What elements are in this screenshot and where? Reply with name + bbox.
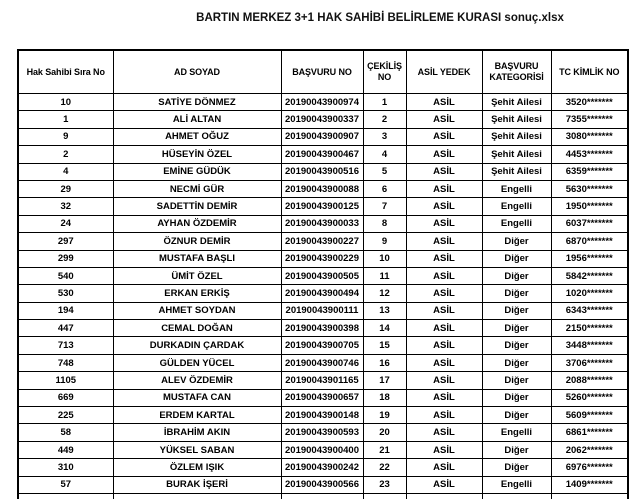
cell-basvuru-no: 20190043900516 xyxy=(281,163,363,180)
column-header-tc-kimlik-no: TC KİMLİK NO xyxy=(551,50,628,94)
cell-basvuru-no: 20190043900125 xyxy=(281,198,363,215)
cell-cekilis-no: 14 xyxy=(363,320,406,337)
cell-tc-kimlik-no: 6870******* xyxy=(551,233,628,250)
cell-tc-kimlik-no: 1950******* xyxy=(551,198,628,215)
cell-basvuru-kategorisi: Engelli xyxy=(482,424,551,441)
table-row xyxy=(18,215,628,232)
cell-asil-yedek: ASİL xyxy=(406,337,482,354)
cell-basvuru-kategorisi: Diğer xyxy=(482,441,551,458)
cell-ad-soyad: SADETTİN DEMİR xyxy=(113,198,281,215)
cell-ad-soyad: NECMİ GÜR xyxy=(113,180,281,197)
cell-basvuru-kategorisi: Diğer xyxy=(482,250,551,267)
cell-tc-kimlik-no: 6861******* xyxy=(551,424,628,441)
cell-asil-yedek: ASİL xyxy=(406,233,482,250)
cell-basvuru-no: 20190043900337 xyxy=(281,111,363,128)
table-row xyxy=(18,94,628,111)
cell-sira-no: 1105 xyxy=(18,372,113,389)
cell-basvuru-kategorisi: Diğer xyxy=(482,302,551,319)
cell-sira-no: 225 xyxy=(18,407,113,424)
cell-tc-kimlik-no: 6343******* xyxy=(551,302,628,319)
cell-empty xyxy=(482,493,551,499)
cell-basvuru-no: 20190043900494 xyxy=(281,285,363,302)
cell-basvuru-no: 20190043900033 xyxy=(281,215,363,232)
cell-ad-soyad: ERDEM KARTAL xyxy=(113,407,281,424)
cell-cekilis-no: 20 xyxy=(363,424,406,441)
cell-basvuru-kategorisi: Diğer xyxy=(482,320,551,337)
cell-basvuru-kategorisi: Engelli xyxy=(482,476,551,493)
table-row xyxy=(18,320,628,337)
cell-ad-soyad: YÜKSEL SABAN xyxy=(113,441,281,458)
cell-asil-yedek: ASİL xyxy=(406,163,482,180)
cell-asil-yedek: ASİL xyxy=(406,111,482,128)
cell-sira-no: 194 xyxy=(18,302,113,319)
cell-tc-kimlik-no: 6976******* xyxy=(551,459,628,476)
cell-empty xyxy=(551,493,628,499)
cell-tc-kimlik-no: 3520******* xyxy=(551,94,628,111)
cell-tc-kimlik-no: 5609******* xyxy=(551,407,628,424)
cell-ad-soyad: EMİNE GÜDÜK xyxy=(113,163,281,180)
cell-ad-soyad: ALEV ÖZDEMİR xyxy=(113,372,281,389)
cell-cekilis-no: 7 xyxy=(363,198,406,215)
cell-cekilis-no: 16 xyxy=(363,354,406,371)
cell-cekilis-no: 17 xyxy=(363,372,406,389)
cell-cekilis-no: 18 xyxy=(363,389,406,406)
cell-ad-soyad: HÜSEYİN ÖZEL xyxy=(113,146,281,163)
cell-empty xyxy=(281,493,363,499)
cell-cekilis-no: 15 xyxy=(363,337,406,354)
cell-sira-no: 310 xyxy=(18,459,113,476)
cell-basvuru-no: 20190043900705 xyxy=(281,337,363,354)
cell-cekilis-no: 9 xyxy=(363,233,406,250)
cell-basvuru-no: 20190043900593 xyxy=(281,424,363,441)
cell-asil-yedek: ASİL xyxy=(406,372,482,389)
header-row xyxy=(18,50,628,94)
cell-asil-yedek: ASİL xyxy=(406,476,482,493)
cell-tc-kimlik-no: 3706******* xyxy=(551,354,628,371)
cell-sira-no: 1 xyxy=(18,111,113,128)
table-row xyxy=(18,389,628,406)
cell-basvuru-kategorisi: Şehit Ailesi xyxy=(482,163,551,180)
cell-asil-yedek: ASİL xyxy=(406,354,482,371)
cell-asil-yedek: ASİL xyxy=(406,128,482,145)
cell-tc-kimlik-no: 1020******* xyxy=(551,285,628,302)
cell-ad-soyad: AHMET OĞUZ xyxy=(113,128,281,145)
cell-ad-soyad: MUSTAFA CAN xyxy=(113,389,281,406)
cell-asil-yedek: ASİL xyxy=(406,180,482,197)
table-row xyxy=(18,372,628,389)
cell-ad-soyad: DURKADIN ÇARDAK xyxy=(113,337,281,354)
cell-tc-kimlik-no: 6359******* xyxy=(551,163,628,180)
cell-basvuru-no: 20190043900467 xyxy=(281,146,363,163)
cell-tc-kimlik-no: 5630******* xyxy=(551,180,628,197)
cell-cekilis-no: 1 xyxy=(363,94,406,111)
cell-basvuru-kategorisi: Diğer xyxy=(482,459,551,476)
cell-tc-kimlik-no: 7355******* xyxy=(551,111,628,128)
cell-asil-yedek: ASİL xyxy=(406,215,482,232)
cell-basvuru-kategorisi: Şehit Ailesi xyxy=(482,128,551,145)
cell-asil-yedek: ASİL xyxy=(406,424,482,441)
cell-basvuru-no: 20190043900907 xyxy=(281,128,363,145)
column-header-cekilis-no: ÇEKİLİŞ NO xyxy=(363,50,406,94)
cell-sira-no: 449 xyxy=(18,441,113,458)
cell-basvuru-no: 20190043900148 xyxy=(281,407,363,424)
cell-sira-no: 58 xyxy=(18,424,113,441)
table-row xyxy=(18,476,628,493)
cell-basvuru-kategorisi: Engelli xyxy=(482,180,551,197)
cell-ad-soyad: BURAK İŞERİ xyxy=(113,476,281,493)
cell-sira-no: 447 xyxy=(18,320,113,337)
table-row xyxy=(18,111,628,128)
table-row xyxy=(18,146,628,163)
partial-next-row xyxy=(18,493,628,499)
cell-asil-yedek: ASİL xyxy=(406,267,482,284)
cell-tc-kimlik-no: 5260******* xyxy=(551,389,628,406)
table-row xyxy=(18,285,628,302)
cell-ad-soyad: ÜMİT ÖZEL xyxy=(113,267,281,284)
cell-sira-no: 29 xyxy=(18,180,113,197)
cell-cekilis-no: 11 xyxy=(363,267,406,284)
cell-basvuru-no: 20190043900229 xyxy=(281,250,363,267)
cell-sira-no: 297 xyxy=(18,233,113,250)
cell-sira-no: 669 xyxy=(18,389,113,406)
cell-asil-yedek: ASİL xyxy=(406,146,482,163)
cell-sira-no: 57 xyxy=(18,476,113,493)
cell-ad-soyad: CEMAL DOĞAN xyxy=(113,320,281,337)
table-row xyxy=(18,459,628,476)
cell-tc-kimlik-no: 5842******* xyxy=(551,267,628,284)
cell-cekilis-no: 5 xyxy=(363,163,406,180)
column-header-basvuru-no: BAŞVURU NO xyxy=(281,50,363,94)
cell-asil-yedek: ASİL xyxy=(406,459,482,476)
cell-sira-no: 4 xyxy=(18,163,113,180)
cell-basvuru-no: 20190043900974 xyxy=(281,94,363,111)
column-header-ad-soyad: AD SOYAD xyxy=(113,50,281,94)
cell-tc-kimlik-no: 2062******* xyxy=(551,441,628,458)
column-header-basvuru-kategorisi: BAŞVURU KATEGORİSİ xyxy=(482,50,551,94)
cell-asil-yedek: ASİL xyxy=(406,198,482,215)
table-body xyxy=(18,94,628,499)
cell-basvuru-no: 20190043900657 xyxy=(281,389,363,406)
cell-tc-kimlik-no: 2150******* xyxy=(551,320,628,337)
table-row xyxy=(18,424,628,441)
cell-sira-no: 540 xyxy=(18,267,113,284)
cell-empty xyxy=(113,493,281,499)
cell-asil-yedek: ASİL xyxy=(406,389,482,406)
cell-sira-no: 713 xyxy=(18,337,113,354)
cell-cekilis-no: 2 xyxy=(363,111,406,128)
cell-asil-yedek: ASİL xyxy=(406,94,482,111)
results-table xyxy=(17,49,629,499)
cell-basvuru-kategorisi: Diğer xyxy=(482,285,551,302)
column-header-asil-yedek: ASİL YEDEK xyxy=(406,50,482,94)
cell-basvuru-no: 20190043900088 xyxy=(281,180,363,197)
cell-ad-soyad: ÖZNUR DEMİR xyxy=(113,233,281,250)
cell-basvuru-no: 20190043900227 xyxy=(281,233,363,250)
cell-basvuru-no: 20190043900242 xyxy=(281,459,363,476)
table-row xyxy=(18,250,628,267)
cell-ad-soyad: ERKAN ERKİŞ xyxy=(113,285,281,302)
table-row xyxy=(18,267,628,284)
cell-basvuru-no: 20190043900398 xyxy=(281,320,363,337)
cell-sira-no: 748 xyxy=(18,354,113,371)
cell-cekilis-no: 23 xyxy=(363,476,406,493)
table-row xyxy=(18,441,628,458)
cell-tc-kimlik-no: 1956******* xyxy=(551,250,628,267)
cell-sira-no: 9 xyxy=(18,128,113,145)
cell-ad-soyad: İBRAHİM AKIN xyxy=(113,424,281,441)
cell-cekilis-no: 13 xyxy=(363,302,406,319)
cell-empty xyxy=(18,493,113,499)
cell-sira-no: 10 xyxy=(18,94,113,111)
cell-basvuru-kategorisi: Şehit Ailesi xyxy=(482,111,551,128)
cell-basvuru-kategorisi: Diğer xyxy=(482,407,551,424)
table-row xyxy=(18,302,628,319)
column-header-sira-no: Hak Sahibi Sıra No xyxy=(18,50,113,94)
cell-sira-no: 2 xyxy=(18,146,113,163)
cell-asil-yedek: ASİL xyxy=(406,441,482,458)
table-row xyxy=(18,163,628,180)
cell-basvuru-kategorisi: Engelli xyxy=(482,215,551,232)
cell-tc-kimlik-no: 3080******* xyxy=(551,128,628,145)
cell-asil-yedek: ASİL xyxy=(406,250,482,267)
cell-ad-soyad: SATİYE DÖNMEZ xyxy=(113,94,281,111)
cell-tc-kimlik-no: 4453******* xyxy=(551,146,628,163)
cell-asil-yedek: ASİL xyxy=(406,285,482,302)
cell-ad-soyad: MUSTAFA BAŞLI xyxy=(113,250,281,267)
cell-basvuru-no: 20190043900111 xyxy=(281,302,363,319)
table-row xyxy=(18,354,628,371)
cell-sira-no: 530 xyxy=(18,285,113,302)
cell-empty xyxy=(363,493,406,499)
cell-cekilis-no: 10 xyxy=(363,250,406,267)
cell-asil-yedek: ASİL xyxy=(406,407,482,424)
cell-ad-soyad: GÜLDEN YÜCEL xyxy=(113,354,281,371)
cell-basvuru-kategorisi: Diğer xyxy=(482,372,551,389)
cell-basvuru-kategorisi: Diğer xyxy=(482,354,551,371)
cell-tc-kimlik-no: 3448******* xyxy=(551,337,628,354)
cell-basvuru-kategorisi: Şehit Ailesi xyxy=(482,146,551,163)
cell-basvuru-no: 20190043900400 xyxy=(281,441,363,458)
cell-cekilis-no: 19 xyxy=(363,407,406,424)
table-row xyxy=(18,180,628,197)
cell-ad-soyad: ÖZLEM IŞIK xyxy=(113,459,281,476)
cell-sira-no: 299 xyxy=(18,250,113,267)
cell-ad-soyad: AHMET SOYDAN xyxy=(113,302,281,319)
cell-cekilis-no: 12 xyxy=(363,285,406,302)
cell-cekilis-no: 4 xyxy=(363,146,406,163)
cell-cekilis-no: 8 xyxy=(363,215,406,232)
cell-asil-yedek: ASİL xyxy=(406,320,482,337)
cell-tc-kimlik-no: 6037******* xyxy=(551,215,628,232)
cell-cekilis-no: 6 xyxy=(363,180,406,197)
cell-ad-soyad: AYHAN ÖZDEMİR xyxy=(113,215,281,232)
table-row xyxy=(18,407,628,424)
cell-empty xyxy=(406,493,482,499)
table-row xyxy=(18,233,628,250)
cell-ad-soyad: ALİ ALTAN xyxy=(113,111,281,128)
table-row xyxy=(18,128,628,145)
cell-basvuru-no: 20190043900566 xyxy=(281,476,363,493)
cell-asil-yedek: ASİL xyxy=(406,302,482,319)
cell-basvuru-no: 20190043901165 xyxy=(281,372,363,389)
cell-basvuru-kategorisi: Engelli xyxy=(482,198,551,215)
cell-tc-kimlik-no: 2088******* xyxy=(551,372,628,389)
table-row xyxy=(18,198,628,215)
cell-cekilis-no: 3 xyxy=(363,128,406,145)
cell-sira-no: 24 xyxy=(18,215,113,232)
cell-sira-no: 32 xyxy=(18,198,113,215)
document-title: BARTIN MERKEZ 3+1 HAK SAHİBİ BELİRLEME KURASI sonuç.xlsx xyxy=(196,12,564,24)
cell-basvuru-kategorisi: Diğer xyxy=(482,267,551,284)
cell-basvuru-kategorisi: Diğer xyxy=(482,233,551,250)
cell-basvuru-no: 20190043900746 xyxy=(281,354,363,371)
cell-basvuru-kategorisi: Diğer xyxy=(482,337,551,354)
table-row xyxy=(18,337,628,354)
cell-basvuru-no: 20190043900505 xyxy=(281,267,363,284)
cell-basvuru-kategorisi: Diğer xyxy=(482,389,551,406)
cell-cekilis-no: 22 xyxy=(363,459,406,476)
cell-tc-kimlik-no: 1409******* xyxy=(551,476,628,493)
cell-cekilis-no: 21 xyxy=(363,441,406,458)
cell-basvuru-kategorisi: Şehit Ailesi xyxy=(482,94,551,111)
